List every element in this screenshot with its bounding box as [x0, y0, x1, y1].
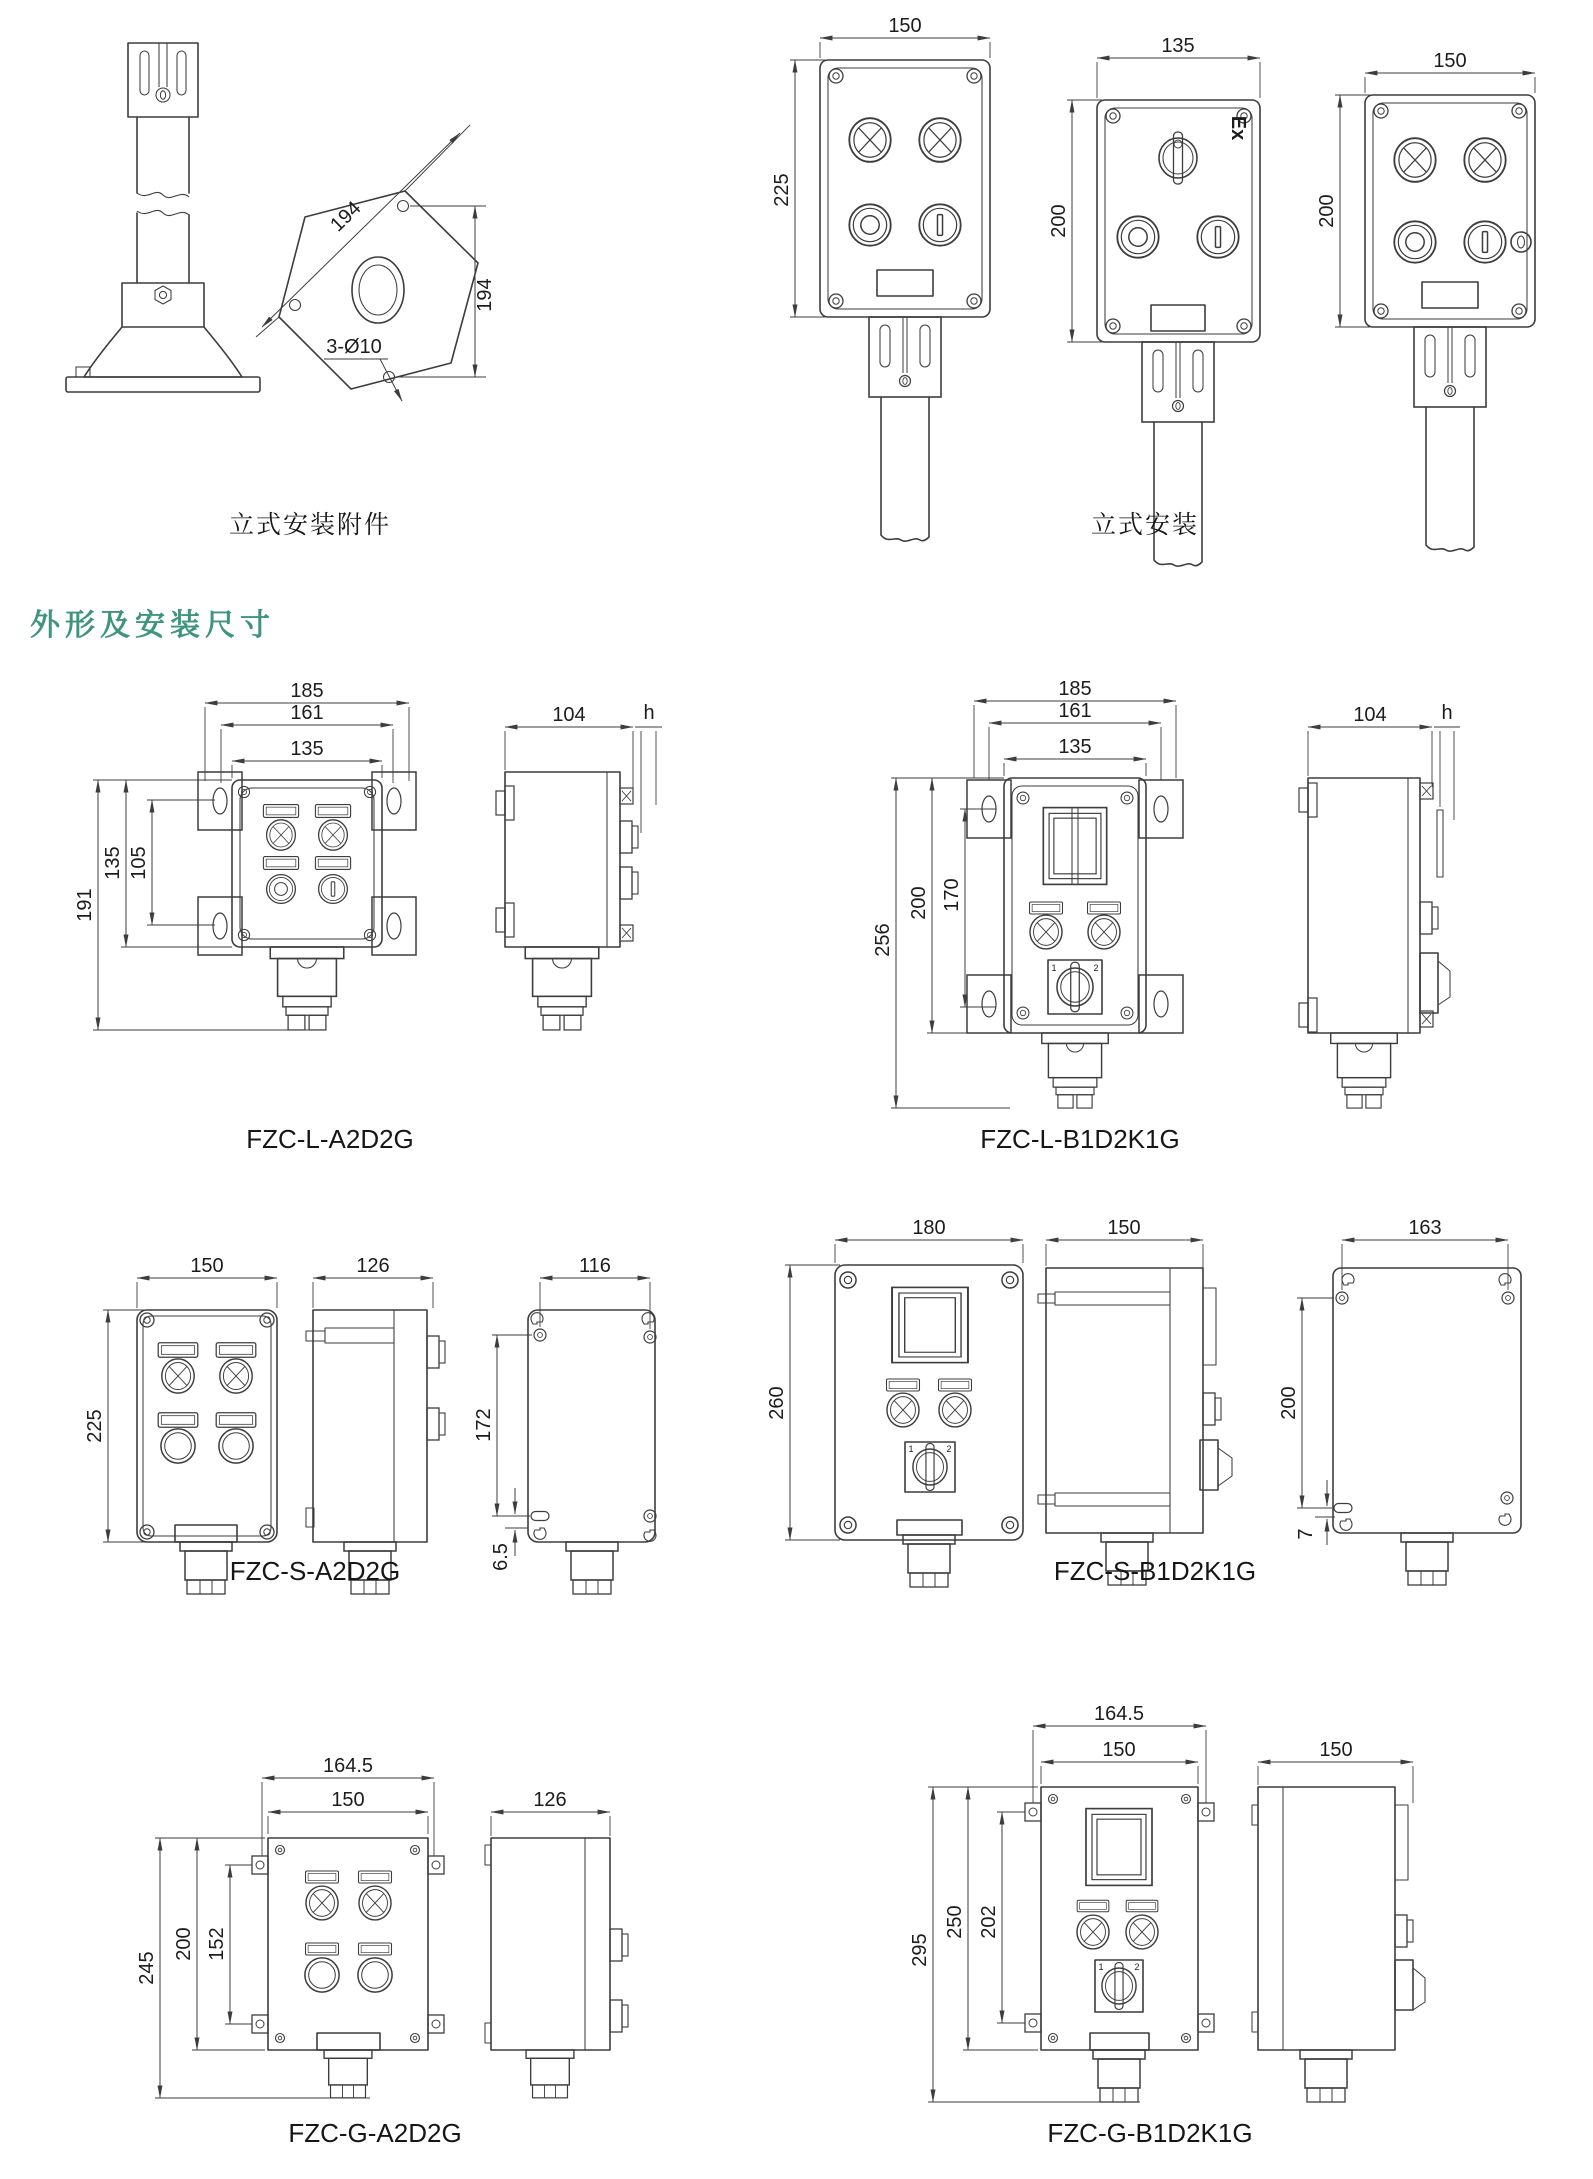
pole-front-view — [66, 43, 260, 392]
caption-fzc-g-b1d2k1g: FZC-G-B1D2K1G — [1047, 2118, 1253, 2148]
lb-switch-mark-1: 1 — [1051, 963, 1057, 973]
vertical-box1 — [771, 15, 990, 541]
sb-switch-mark-1: 1 — [908, 1444, 914, 1454]
hole-note: 3-Ø10 — [326, 336, 382, 358]
ga-dim-h-holes: 152 — [206, 1927, 228, 1961]
ga-dim-h-total: 245 — [136, 1951, 158, 1985]
sb-dim-side-width: 150 — [1107, 1217, 1141, 1239]
dim-diagonal: 194 — [326, 197, 366, 237]
la-dim-h-total: 191 — [74, 888, 96, 922]
fzc-g-a2d2g-drawing — [60, 1750, 680, 2140]
lb-dim-side-width: 104 — [1353, 704, 1387, 726]
accessory-drawing — [10, 25, 570, 495]
la-dim-w-box: 135 — [290, 738, 324, 760]
la-dim-h-box: 135 — [102, 846, 124, 880]
sb-back-view — [1278, 1217, 1521, 1585]
la-front-view — [198, 772, 416, 1030]
sa-front-view — [84, 1255, 277, 1594]
lb-dim-side-h: h — [1441, 702, 1453, 724]
vertical-box3 — [1316, 50, 1535, 551]
sb-front-view — [766, 1217, 1023, 1587]
la-dimensions — [74, 680, 409, 1030]
la-dim-w-outer: 185 — [290, 680, 324, 702]
vertical-install-drawing — [771, 10, 1593, 570]
lb-dim-w-outer: 185 — [1058, 678, 1092, 700]
lb-dimensions — [872, 678, 1176, 1108]
sb-dim-front-height: 260 — [766, 1386, 788, 1420]
dim-box3-height: 200 — [1316, 194, 1338, 228]
gb-side-view — [1252, 1739, 1425, 2102]
sb-dim-back-holes: 200 — [1278, 1386, 1300, 1420]
caption-fzc-s-a2d2g: FZC-S-A2D2G — [229, 1556, 401, 1586]
dim-box1-width: 150 — [888, 15, 922, 37]
sa-dim-back-holes: 172 — [473, 1408, 495, 1442]
lb-dim-h-holes: 170 — [941, 878, 963, 912]
gb-switch-mark-1: 1 — [1098, 1962, 1104, 1972]
vertical-box2 — [1048, 35, 1260, 566]
la-dim-h-holes: 105 — [128, 846, 150, 880]
fzc-l-a2d2g-drawing — [60, 680, 690, 1155]
gb-dim-w-holes: 164.5 — [1093, 1703, 1145, 1725]
gb-dim-h-holes: 202 — [978, 1905, 1000, 1939]
lb-dim-w-holes: 161 — [1058, 700, 1092, 722]
gb-dim-side-width: 150 — [1319, 1739, 1353, 1761]
sa-dim-back-width: 116 — [579, 1255, 611, 1277]
sa-dim-front-width: 150 — [190, 1255, 224, 1277]
sb-dim-back-width: 163 — [1408, 1217, 1442, 1239]
la-side-view — [496, 702, 662, 1030]
caption-fzc-s-b1d2k1g: FZC-S-B1D2K1G — [1053, 1556, 1257, 1586]
lb-front-view — [967, 778, 1183, 1108]
ga-side-view — [485, 1789, 628, 2098]
section-heading: 外形及安装尺寸 — [30, 609, 275, 642]
sa-dim-side-width: 126 — [356, 1255, 390, 1277]
fzc-l-b1d2k1g-drawing — [660, 678, 1520, 1165]
ga-dim-w-box: 150 — [331, 1789, 365, 1811]
dim-box3-width: 150 — [1433, 50, 1467, 72]
lb-dim-w-box: 135 — [1058, 736, 1092, 758]
dim-box1-height: 225 — [771, 173, 793, 207]
sa-dim-front-height: 225 — [84, 1409, 106, 1443]
la-dim-side-width: 104 — [552, 704, 586, 726]
sb-side-view — [1038, 1217, 1232, 1585]
caption-vertical-install: 立式安装 — [1090, 511, 1199, 539]
hexagon-plate-view — [256, 125, 496, 401]
lb-side-view — [1299, 702, 1460, 1108]
la-dim-side-h: h — [643, 702, 655, 724]
lb-dim-h-box: 200 — [908, 886, 930, 920]
gb-dim-h-total: 295 — [909, 1933, 931, 1967]
sb-dim-back-offset: 7 — [1295, 1528, 1317, 1540]
sb-switch-mark-2: 2 — [946, 1444, 952, 1454]
lb-switch-mark-2: 2 — [1093, 963, 1099, 973]
dim-box2-height: 200 — [1048, 204, 1070, 238]
ex-marking: Ex — [1227, 115, 1249, 141]
sa-side-view — [306, 1255, 445, 1594]
sb-dim-front-width: 180 — [912, 1217, 946, 1239]
caption-fzc-g-a2d2g: FZC-G-A2D2G — [288, 2118, 462, 2148]
caption-accessory: 立式安装附件 — [228, 511, 391, 539]
dim-box2-width: 135 — [1161, 35, 1195, 57]
ga-dim-h-box: 200 — [173, 1927, 195, 1961]
dim-vertical: 194 — [474, 278, 496, 312]
ga-dim-w-holes: 164.5 — [322, 1755, 374, 1777]
ga-front-view — [136, 1755, 444, 2098]
caption-fzc-l-a2d2g: FZC-L-A2D2G — [246, 1124, 414, 1154]
gb-dim-w-box: 150 — [1102, 1739, 1136, 1761]
gb-switch-mark-2: 2 — [1134, 1962, 1140, 1972]
sa-back-view — [473, 1255, 656, 1594]
gb-dim-h-box: 250 — [944, 1905, 966, 1939]
caption-fzc-l-b1d2k1g: FZC-L-B1D2K1G — [980, 1124, 1180, 1154]
sa-dim-back-offset: 6.5 — [490, 1543, 512, 1571]
gb-front-view — [909, 1703, 1214, 2102]
fzc-g-b1d2k1g-drawing — [900, 1703, 1540, 2140]
ga-dim-side-width: 126 — [533, 1789, 567, 1811]
lb-dim-h-total: 256 — [872, 923, 894, 957]
la-dim-w-holes: 161 — [290, 702, 324, 724]
